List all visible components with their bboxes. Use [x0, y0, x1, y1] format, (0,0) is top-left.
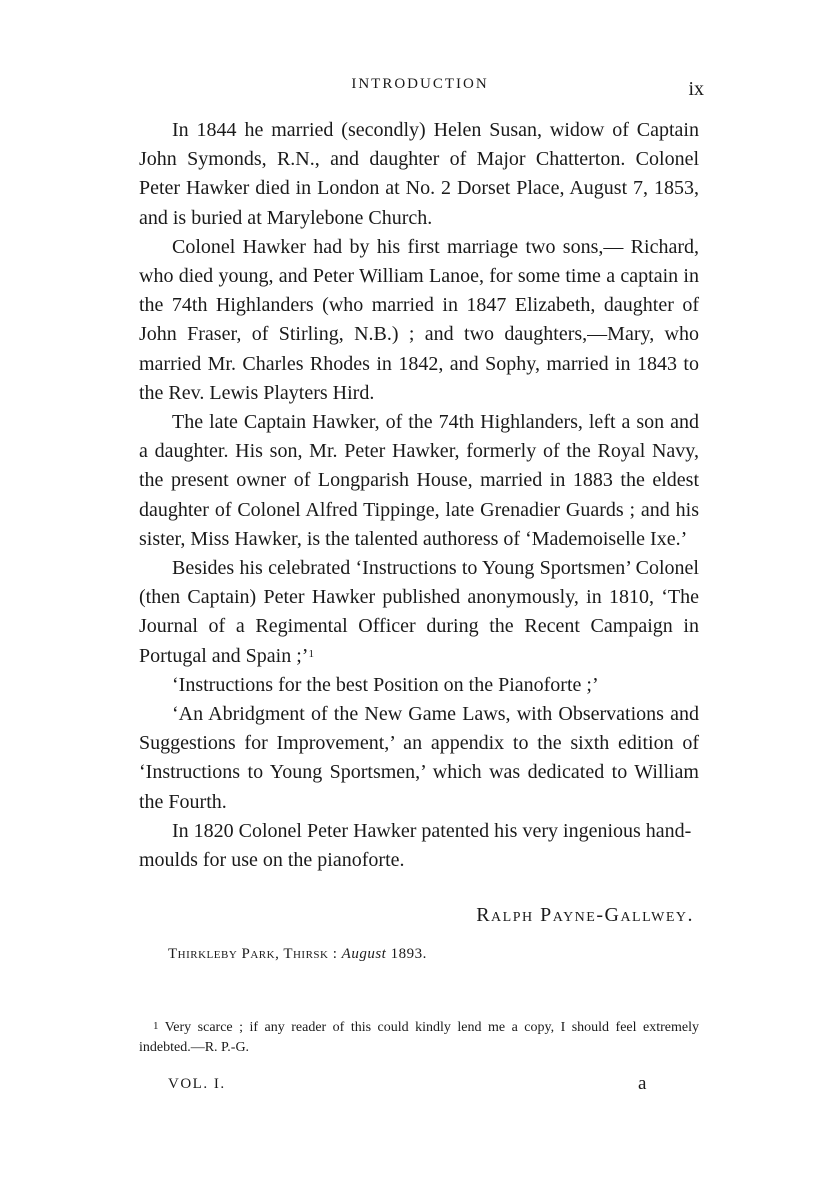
paragraph-game-laws: ‘An Abridgment of the New Game Laws, with Observations and Suggestions for Improvement,’ an appendix to the sixth edition of ‘Instructions to Young Sportsmen,’ which was dedicated to William the Fourth. [139, 703, 699, 813]
paragraph-children: Colonel Hawker had by his first marriage two sons,— Richard, who died young, and Peter William Lanoe, for some time a captain in the 74th Highlanders (who married in 1847 Elizabeth, daughter of John Fraser, of Stirling, N.B.) ; and two daughters,—Mary, who married Mr. Charles Rhodes in 1842, and Sophy, married in 1843 to the Rev. Lewis Playters Hird. [139, 235, 699, 404]
footnote-text: Very scarce ; if any reader of this could kindly lend me a copy, I should feel extremely indebted.—R. P.-G. [139, 1020, 699, 1055]
body-text [139, 116, 699, 875]
running-head: INTRODUCTION [351, 76, 489, 92]
page-header [0, 76, 840, 100]
author-signature: Ralph Payne-Gallwey. [476, 904, 694, 926]
paragraph-late-captain: The late Captain Hawker, of the 74th Highlanders, left a son and a daughter. His son, Mr. Peter Hawker, formerly of the Royal Navy, the present owner of Longparish House, married in 1883 the eldest daughter of Colonel Alfred Tippinge, late Grenadier Guards ; and his sister, Miss Hawker, is the talented authoress of ‘Mademoiselle Ixe.’ [139, 411, 699, 550]
dateline [168, 946, 427, 963]
paragraph-pianoforte-title: ‘Instructions for the best Position on the Pianoforte ;’ [172, 673, 599, 696]
paragraph-marriage: In 1844 he married (secondly) Helen Susan, widow of Captain John Symonds, R.N., and daughter of Major Chatterton. Colonel Peter Hawker died in London at No. 2 Dorset Place, August 7, 1853, and is buried at Marylebone Church. [139, 119, 699, 229]
paragraph-hand-moulds: In 1820 Colonel Peter Hawker patented his very ingenious hand-moulds for use on the pianoforte. [139, 819, 692, 872]
paragraph-publications [139, 554, 699, 671]
footnote [139, 1018, 699, 1058]
volume-label: VOL. I. [168, 1076, 226, 1092]
publications-text: Besides his celebrated ‘Instructions to Young Sportsmen’ Colonel (then Captain) Peter Hawker published anonymously, in 1810, ‘The Journal of a Regimental Officer during the Recent Campaign in Portugal and Spain ;’ [139, 557, 699, 667]
dateline-month: August [341, 946, 387, 962]
signature-mark: a [638, 1073, 647, 1094]
page-number: ix [688, 78, 704, 100]
footnote-reference: 1 [308, 647, 314, 660]
dateline-year: 1893. [390, 946, 427, 962]
dateline-place: Thirkleby Park, Thirsk : [168, 946, 338, 962]
signature-line [0, 1073, 840, 1100]
footnote-marker: 1 [153, 1020, 159, 1032]
